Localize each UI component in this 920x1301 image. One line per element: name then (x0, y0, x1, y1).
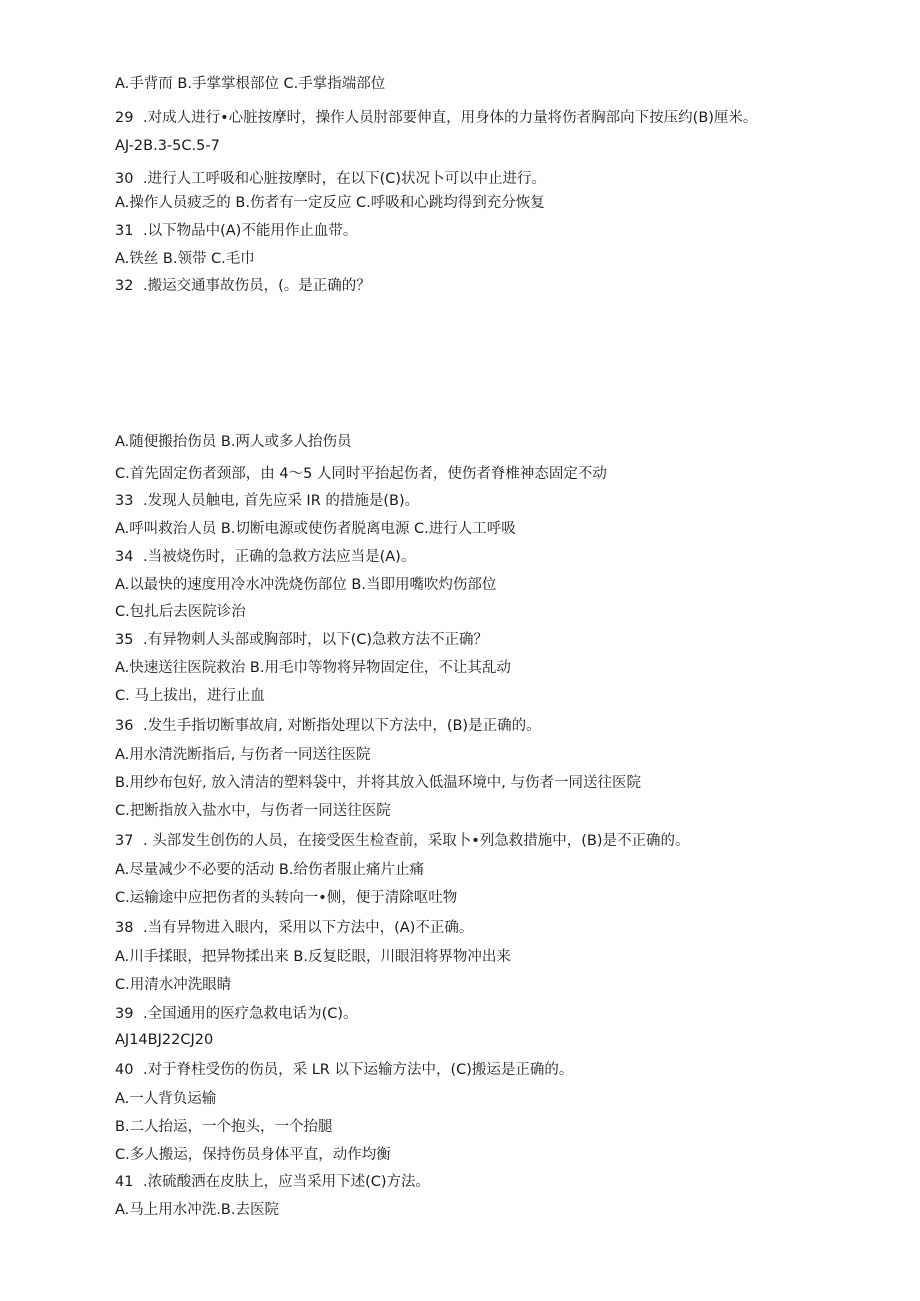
line-text: A.尽量减少不必要的活动 B.给伤者服止痛片止痛 (115, 862, 424, 878)
option-line-39 (115, 1030, 860, 1050)
option-line-35a (115, 658, 860, 678)
question-number: 33 (115, 493, 134, 509)
question-text: .以下物品中(A)不能用作止血带。 (143, 223, 358, 239)
option-line-38b (115, 975, 860, 995)
option-line-40c (115, 1145, 860, 1165)
question-text: .浓硫酸洒在皮肤上，应当采用下述(C)方法。 (143, 1174, 431, 1190)
question-number: 34 (115, 549, 134, 565)
line-text: C.用清水冲洗眼睛 (115, 977, 232, 993)
question-30 (115, 169, 860, 189)
option-line-33 (115, 519, 860, 539)
line-text: A.以最快的速度用冷水冲洗烧伤部位 B.当即用嘴吹灼伤部位 (115, 577, 497, 593)
line-text: A.马上用水冲洗.B.去医院 (115, 1202, 279, 1218)
option-line-41 (115, 1200, 860, 1220)
line-text: A.一人背负运输 (115, 1091, 217, 1107)
question-text: .发现人员触电, 首先应采 IR 的措施是(B)。 (143, 493, 420, 509)
question-39 (115, 1004, 860, 1024)
option-line-28 (115, 74, 860, 94)
question-31 (115, 221, 860, 241)
question-number: 40 (115, 1062, 134, 1078)
line-text: A.呼叫救治人员 B.切断电源或使伤者脱离电源 C.进行人工呼吸 (115, 521, 516, 537)
question-text: .有异物刺人头部或胸部时，以下(C)急救方法不正确？ (143, 632, 489, 648)
question-37 (115, 831, 860, 851)
option-line-38a (115, 947, 860, 967)
option-line-40b (115, 1117, 860, 1137)
line-text: C.首先固定伤者颈部，由 4～5 人同时平抬起伤者，使伤者脊椎神态固定不动 (115, 466, 607, 482)
question-29 (115, 108, 860, 128)
question-text: .发生手指切断事故肩, 对断指处理以下方法中，(B)是正确的。 (143, 718, 541, 734)
question-number: 32 (115, 278, 134, 294)
line-text: AJ-2B.3-5C.5-7 (115, 138, 220, 154)
question-41 (115, 1172, 860, 1192)
question-number: 31 (115, 223, 134, 239)
question-text: .当有异物进入眼内，采用以下方法中，(A)不正确。 (143, 920, 474, 936)
question-36 (115, 716, 860, 736)
option-line-37b (115, 888, 860, 908)
question-text: .搬运交通事故伤员，(。是正确的？ (143, 278, 371, 294)
option-line-35b (115, 686, 860, 706)
option-line-32a (115, 432, 860, 452)
question-35 (115, 630, 860, 650)
option-line-40a (115, 1089, 860, 1109)
question-38 (115, 918, 860, 938)
question-32 (115, 276, 860, 296)
line-text: C.运输途中应把伤者的头转向一•侧，便于清除呕吐物 (115, 890, 458, 906)
line-text: A.用水清洗断指后, 与伤者一同送往医院 (115, 747, 371, 763)
line-text: A.随便搬抬伤员 B.两人或多人抬伤员 (115, 434, 352, 450)
line-text: A.川手揉眼，把异物揉出来 B.反复眨眼，川眼泪将界物冲出来 (115, 949, 511, 965)
line-text: A.手背而 B.手掌掌根部位 C.手掌指端部位 (115, 76, 386, 92)
option-line-31 (115, 249, 860, 269)
question-34 (115, 547, 860, 567)
line-text: C.多人搬运，保持伤员身体平直，动作均衡 (115, 1147, 391, 1163)
question-number: 35 (115, 632, 134, 648)
option-line-36a (115, 745, 860, 765)
line-text: C. 马上拔出，进行止血 (115, 688, 265, 704)
question-number: 39 (115, 1006, 134, 1022)
question-number: 36 (115, 718, 134, 734)
question-40 (115, 1060, 860, 1080)
question-number: 37 (115, 833, 134, 849)
option-line-34b (115, 602, 860, 622)
question-text: .全国通用的医疗急救电话为(C)。 (143, 1006, 358, 1022)
question-33 (115, 491, 860, 511)
line-text: A.铁丝 B.领带 C.毛巾 (115, 251, 255, 267)
question-text: . 头部发生创伤的人员，在接受医生检查前，采取卜•列急救措施中，(B)是不正确的。 (143, 833, 690, 849)
option-line-32b (115, 464, 860, 484)
question-number: 30 (115, 171, 134, 187)
option-line-29 (115, 136, 860, 156)
question-number: 38 (115, 920, 134, 936)
question-number: 41 (115, 1174, 134, 1190)
option-line-34a (115, 575, 860, 595)
question-number: 29 (115, 110, 134, 126)
option-line-36b (115, 773, 860, 793)
question-text: .对于脊柱受伤的伤员，采 LR 以下运输方法中，(C)搬运是正确的。 (143, 1062, 574, 1078)
line-text: C.把断指放入盐水中，与伤者一同送往医院 (115, 803, 391, 819)
option-line-37a (115, 860, 860, 880)
option-line-36c (115, 801, 860, 821)
option-line-30 (115, 193, 860, 213)
question-text: .当被烧伤时，正确的急救方法应当是(A)。 (143, 549, 416, 565)
line-text: A.操作人员疲乏的 B.伤者有一定反应 C.呼吸和心跳均得到充分恢复 (115, 195, 545, 211)
line-text: A.快速送往医院救治 B.用毛巾等物将异物固定住，不让其乱动 (115, 660, 511, 676)
question-text: .进行人工呼吸和心脏按摩时，在以下(C)状况卜可以中止进行。 (143, 171, 547, 187)
line-text: B.二人抬运，一个抱头，一个抬腿 (115, 1119, 333, 1135)
line-text: C.包扎后去医院诊治 (115, 604, 246, 620)
question-text: .对成人进行•心脏按摩时，操作人员肘部要伸直，用身体的力量将伤者胸部向下按压约(B)厘米。 (143, 110, 758, 126)
line-text: B.用纱布包好, 放入清洁的塑料袋中，并将其放入低温环境中, 与伤者一同送往医院 (115, 775, 641, 791)
line-text: AJ14BJ22CJ20 (115, 1032, 214, 1048)
